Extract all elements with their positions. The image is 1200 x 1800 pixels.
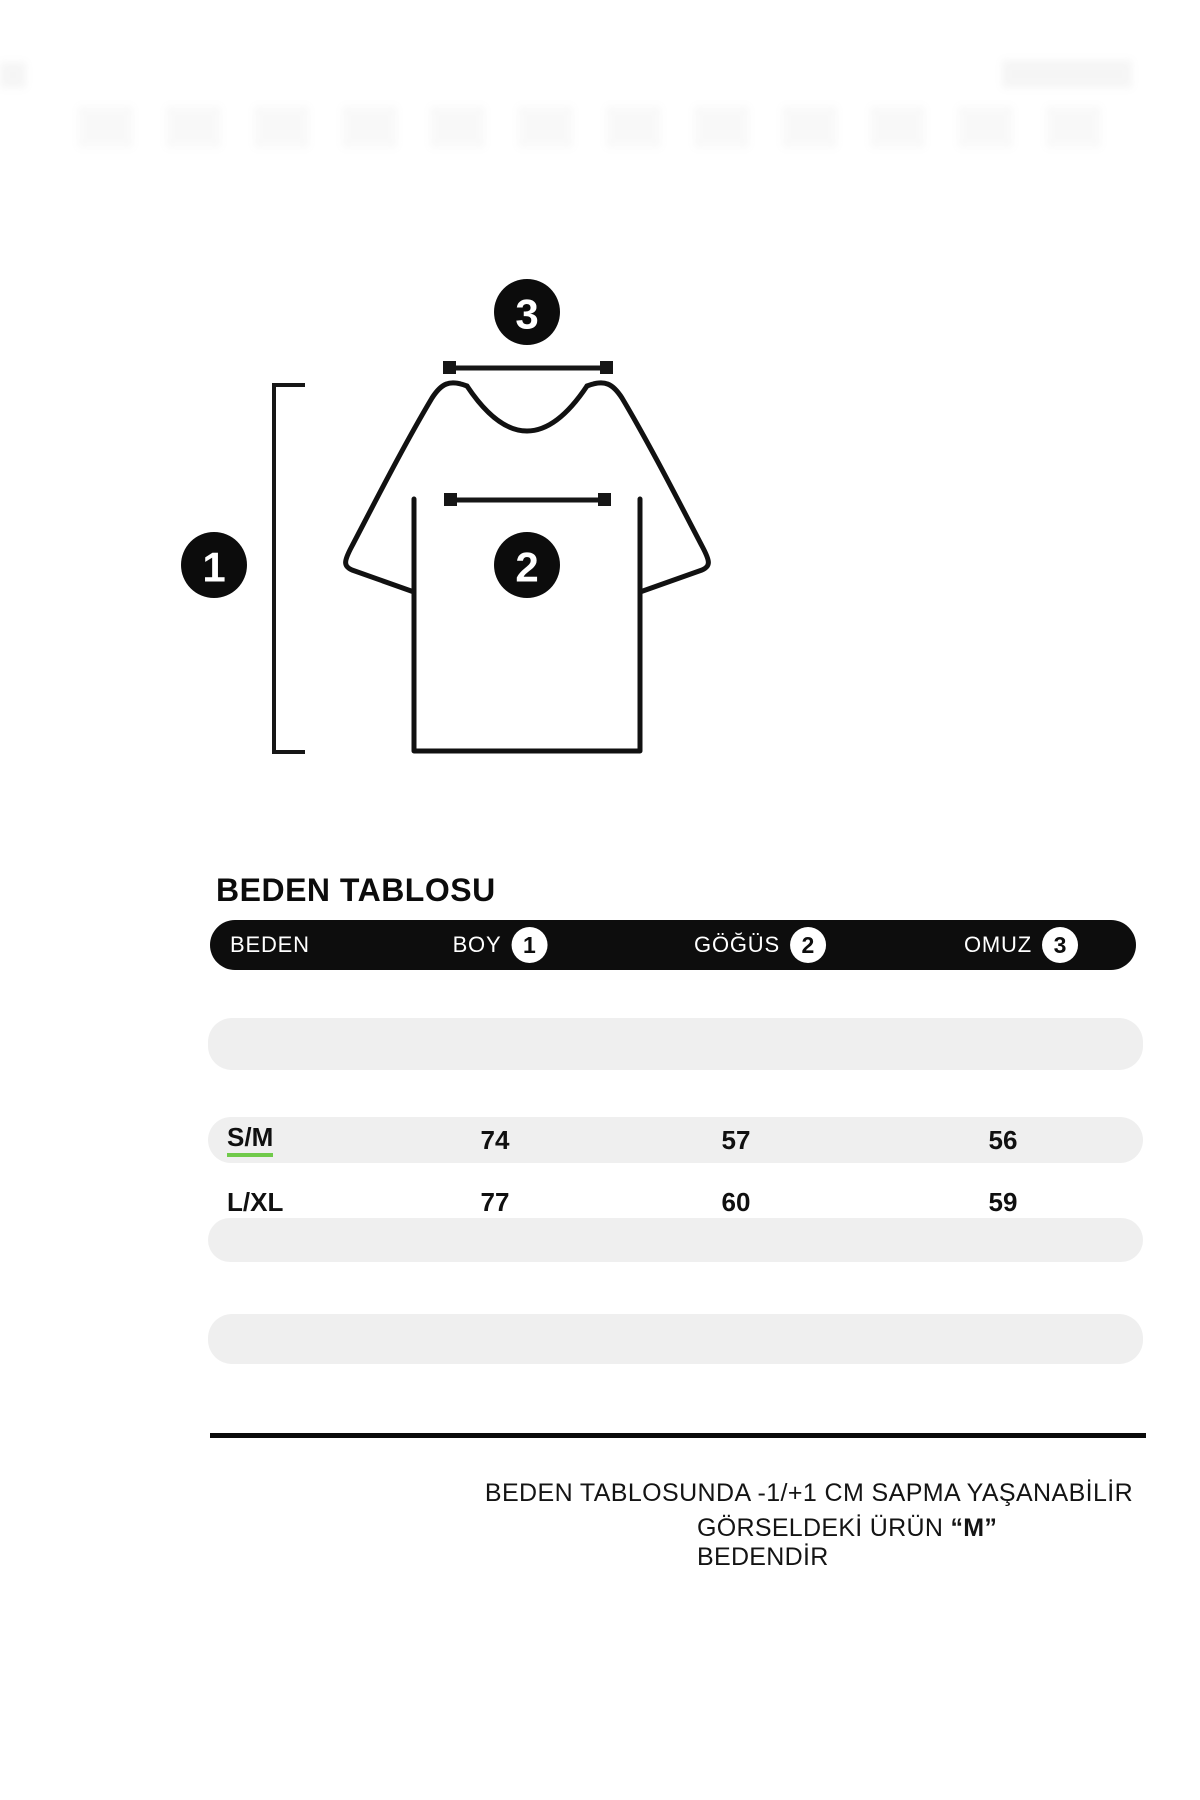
page-title: BEDEN TABLOSU: [216, 872, 496, 908]
size-cell-sm: [227, 1117, 273, 1163]
omuz-value: 59: [988, 1187, 1018, 1217]
marker-3-badge: 3: [1042, 927, 1078, 963]
marker-1: [181, 532, 247, 598]
column-label: BEDEN: [230, 932, 310, 957]
tolerance-note: BEDEN TABLOSUNDA -1/+1 CM SAPMA YAŞANABİLİR: [484, 1479, 1134, 1507]
column-header-beden: [230, 920, 310, 970]
length-bracket: [274, 385, 305, 752]
svg-text:2: 2: [515, 543, 539, 591]
column-header-boy: [453, 920, 548, 970]
shoulder-measure-line: [443, 361, 613, 374]
omuz-value: 56: [988, 1125, 1018, 1155]
footer-divider: [210, 1433, 1146, 1438]
column-header-gogus: [694, 920, 826, 970]
model-size-note-prefix: GÖRSELDEKİ ÜRÜN: [697, 1514, 951, 1542]
gogus-value: 57: [721, 1125, 751, 1155]
boy-value: 74: [480, 1125, 510, 1155]
column-header-omuz: [964, 920, 1078, 970]
size-label-highlighted: S/M: [227, 1123, 273, 1158]
column-label: GÖĞÜS: [694, 932, 780, 957]
empty-stripe-row: [208, 1314, 1143, 1364]
marker-2-badge: 2: [790, 927, 826, 963]
marker-2: [494, 532, 560, 598]
model-size-note: [697, 1514, 1117, 1572]
marker-1-badge: 1: [511, 927, 547, 963]
right-sleeve: [587, 383, 708, 592]
model-size-note-suffix: BEDENDİR: [697, 1543, 829, 1571]
empty-stripe-row: [208, 1018, 1143, 1070]
column-label: BOY: [452, 932, 502, 957]
boy-value: 77: [480, 1187, 510, 1217]
marker-3: [494, 279, 560, 345]
size-cell-lxl: L/XL: [227, 1187, 284, 1217]
gogus-value: 60: [721, 1187, 751, 1217]
left-sleeve: [346, 383, 467, 592]
neckline: [467, 386, 587, 431]
column-label: OMUZ: [964, 932, 1032, 957]
svg-text:3: 3: [515, 290, 539, 338]
svg-text:1: 1: [202, 543, 226, 591]
chest-measure-line: [444, 493, 611, 506]
model-size-value: “M”: [950, 1514, 998, 1542]
tshirt-measurement-diagram: [0, 0, 1200, 820]
